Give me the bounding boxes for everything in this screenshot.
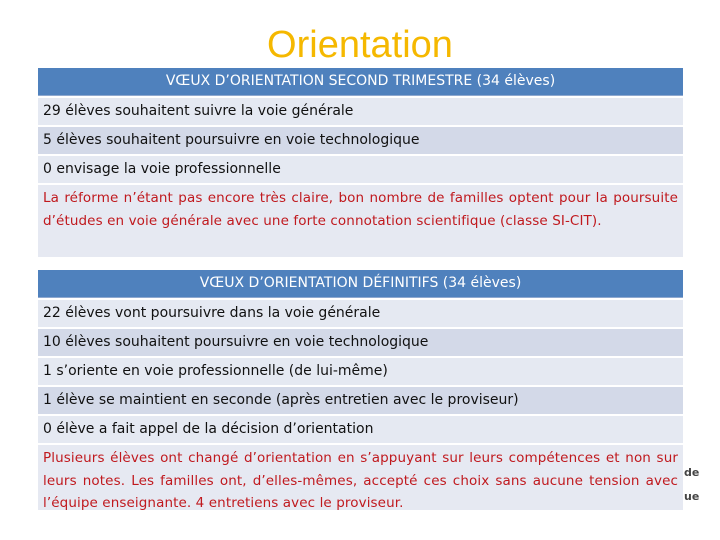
table-header: VŒUX D’ORIENTATION DÉFINITIFS (34 élèves) xyxy=(38,270,683,298)
table-row: 0 envisage la voie professionnelle xyxy=(38,156,683,183)
second-trimester-table xyxy=(38,68,683,257)
table-row: 1 s’oriente en voie professionnelle (de lui-même) xyxy=(38,358,683,385)
page-title: Orientation xyxy=(267,24,453,66)
table-note: Plusieurs élèves ont changé d’orientation en s’appuyant sur leurs compétences et non sur leurs notes. Les familles ont, d’elles-mêmes, accepté ces choix sans aucune tension avec l’équipe enseignante. 4 entretiens avec le proviseur. xyxy=(38,445,683,510)
edge-text: de xyxy=(684,466,700,479)
table-note: La réforme n’étant pas encore très claire, bon nombre de familles optent pour la poursuite d’études en voie générale avec une forte connotation scientifique (classe SI-CIT). xyxy=(38,185,683,257)
table-row: 22 élèves vont poursuivre dans la voie générale xyxy=(38,300,683,327)
table-row: 29 élèves souhaitent suivre la voie générale xyxy=(38,98,683,125)
table-row: 10 élèves souhaitent poursuivre en voie technologique xyxy=(38,329,683,356)
edge-text: ue xyxy=(684,490,700,503)
table-header: VŒUX D’ORIENTATION SECOND TRIMESTRE (34 élèves) xyxy=(38,68,683,96)
final-choices-table xyxy=(38,270,683,510)
table-row: 1 élève se maintient en seconde (après entretien avec le proviseur) xyxy=(38,387,683,414)
table-row: 5 élèves souhaitent poursuivre en voie technologique xyxy=(38,127,683,154)
table-row: 0 élève a fait appel de la décision d’orientation xyxy=(38,416,683,443)
